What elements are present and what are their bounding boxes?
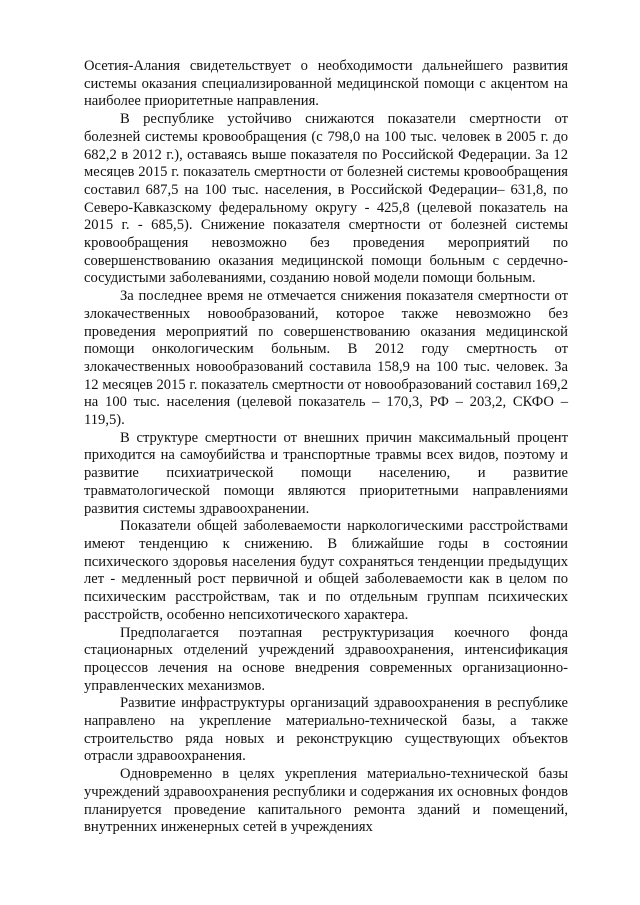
paragraph-bed-restructuring: Предполагается поэтапная реструктуризация коечного фонда стационарных отделений учреждений здравоохранения, интенсификация процессов лечения на основе внедрения современных организационно-управленческих механизмов. [84, 624, 568, 694]
paragraph-circulatory-mortality: В республике устойчиво снижаются показатели смертности от болезней системы кровообращения (с 798,0 на 100 тыс. человек в 2005 г. до 682,2 в 2012 г.), оставаясь выше показателя по Российской Федерации. За 12 месяцев 2015 г. показатель смертности от болезней системы кровообращения составил 687,5 на 100 тыс. населения, в Российской Федерации– 631,8, по Северо-Кавказскому федеральному округу - 425,8 (целевой показатель на 2015 г. - 685,5). Снижение показателя смертности от болезней системы кровообращения невозможно без проведения мероприятий по совершенствованию оказания медицинской помощи больным с сердечно-сосудистыми заболеваниями, созданию новой модели помощи больным. [84, 111, 568, 287]
document-page [84, 58, 568, 837]
paragraph-continuation: Осетия-Алания свидетельствует о необходимости дальнейшего развития системы оказания специализированной медицинской помощи с акцентом на наиболее приоритетные направления. [84, 58, 568, 110]
paragraph-external-causes: В структуре смертности от внешних причин максимальный процент приходится на самоубийства и транспортные травмы всех видов, поэтому и развитие психиатрической помощи населению, и развитие травматологической помощи являются приоритетными направлениями развития системы здравоохранении. [84, 429, 568, 517]
paragraph-infrastructure: Развитие инфраструктуры организаций здравоохранения в республике направлено на укрепление материально-технической базы, а также строительство ряда новых и реконструкцию существующих объектов отрасли здравоохранения. [84, 695, 568, 765]
paragraph-oncology-mortality: За последнее время не отмечается снижения показателя смертности от злокачественных новообразований, которое также невозможно без проведения мероприятий по совершенствованию оказания медицинской помощи онкологическим больным. В 2012 году смертность от злокачественных новообразований составила 158,9 на 100 тыс. человек. За 12 месяцев 2015 г. показатель смертности от новообразований составил 169,2 на 100 тыс. населения (целевой показатель – 170,3, РФ – 203,2, СКФО – 119,5). [84, 288, 568, 429]
paragraph-narcology: Показатели общей заболеваемости наркологическими расстройствами имеют тенденцию к снижению. В ближайшие годы в состоянии психического здоровья населения будут сохраняться тенденции предыдущих лет - медленный рост первичной и общей заболеваемости как в целом по психическим расстройствам, так и по отдельным группам психических расстройств, особенно непсихотического характера. [84, 518, 568, 623]
paragraph-capital-repair: Одновременно в целях укрепления материально-технической базы учреждений здравоохранения республики и содержания их основных фондов планируется проведение капитального ремонта зданий и помещений, внутренних инженерных сетей в учреждениях [84, 766, 568, 836]
